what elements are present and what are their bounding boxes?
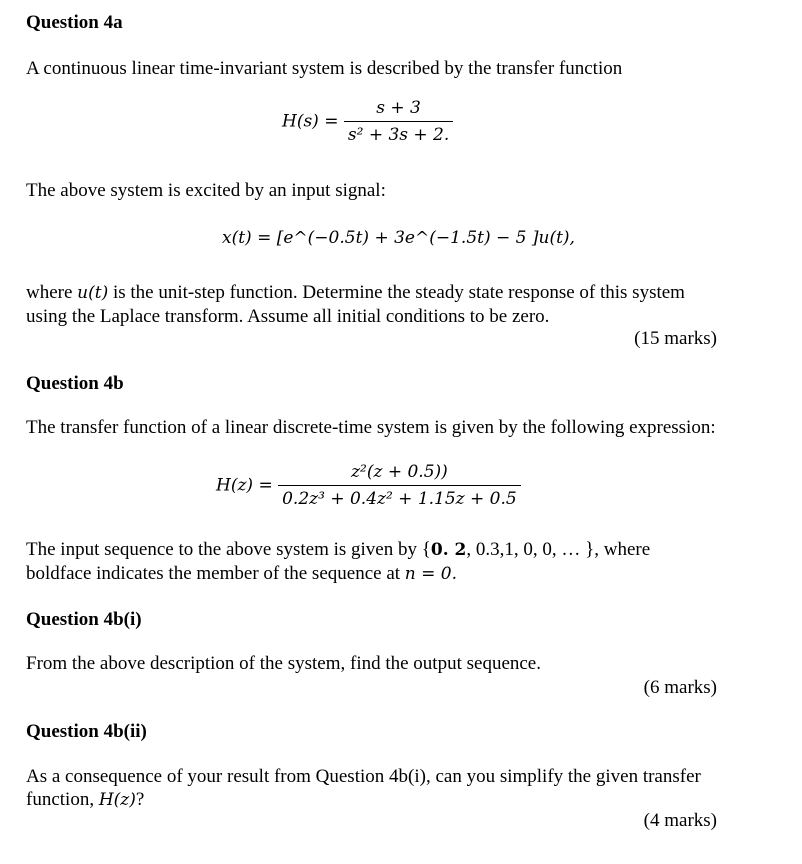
q4b-seq-bold: 0. 2 bbox=[430, 540, 467, 560]
q4a-transfer-function bbox=[282, 98, 453, 145]
q4b-seq-start: The input sequence to the above system is given by { bbox=[26, 539, 431, 560]
q4b-seq-rest: , 0.3,1, 0, 0, … }, where boldface indicates the member of the sequence at bbox=[26, 539, 651, 584]
q4bi-marks: (6 marks) bbox=[643, 677, 717, 698]
q4b-tf-denominator: 0.2z³ + 0.4z² + 1.15z + 0.5 bbox=[282, 489, 517, 509]
q4bii-marks: (4 marks) bbox=[643, 810, 717, 831]
q4a-unit-step: u(t) bbox=[77, 283, 109, 303]
q4a-marks: (15 marks) bbox=[634, 328, 717, 349]
q4a-tf-numerator: s + 3 bbox=[344, 98, 453, 122]
q4a-intro: A continuous linear time-invariant system is described by the transfer function bbox=[26, 58, 623, 79]
q4a-tf-fraction bbox=[344, 98, 453, 145]
q4bii-paragraph bbox=[26, 765, 718, 812]
q4b-intro: The transfer function of a linear discrete-time system is given by the following expression: bbox=[26, 417, 716, 438]
q4bii-text-end: ? bbox=[135, 789, 145, 810]
question-4bii-heading: Question 4b(ii) bbox=[26, 721, 147, 742]
q4a-para-rest: is the unit-step function. Determine the steady state response of this system using the Laplace transform. Assume all initial conditions to be zero. bbox=[26, 282, 685, 327]
q4b-sequence-paragraph bbox=[26, 538, 718, 586]
q4bii-text-start: As a consequence of your result from Question 4b(i), can you simplify the given transfer function, bbox=[26, 766, 701, 810]
q4bi-text: From the above description of the system, find the output sequence. bbox=[26, 653, 541, 674]
q4a-para-start: where bbox=[26, 282, 78, 303]
question-4bi-heading: Question 4b(i) bbox=[26, 609, 142, 630]
q4b-seq-n: n = 0. bbox=[404, 564, 458, 584]
q4b-tf-numerator: z²(z + 0.5)) bbox=[278, 462, 521, 486]
q4a-input-signal: x(t) = [e^(−0.5t) + 3e^(−1.5t) − 5 ]u(t), bbox=[222, 228, 575, 248]
q4b-transfer-function bbox=[216, 462, 521, 509]
q4a-paragraph bbox=[26, 281, 718, 328]
question-4b-heading: Question 4b bbox=[26, 373, 124, 394]
q4a-excite-text: The above system is excited by an input signal: bbox=[26, 180, 386, 201]
q4a-tf-denominator: s² + 3s + 2. bbox=[347, 125, 450, 145]
q4bii-text-h: H(z) bbox=[98, 790, 136, 810]
q4a-tf-lhs: H(s) = bbox=[282, 111, 339, 132]
q4b-tf-lhs: H(z) = bbox=[216, 475, 273, 496]
q4b-tf-fraction bbox=[278, 462, 521, 509]
question-4a-heading: Question 4a bbox=[26, 12, 123, 33]
